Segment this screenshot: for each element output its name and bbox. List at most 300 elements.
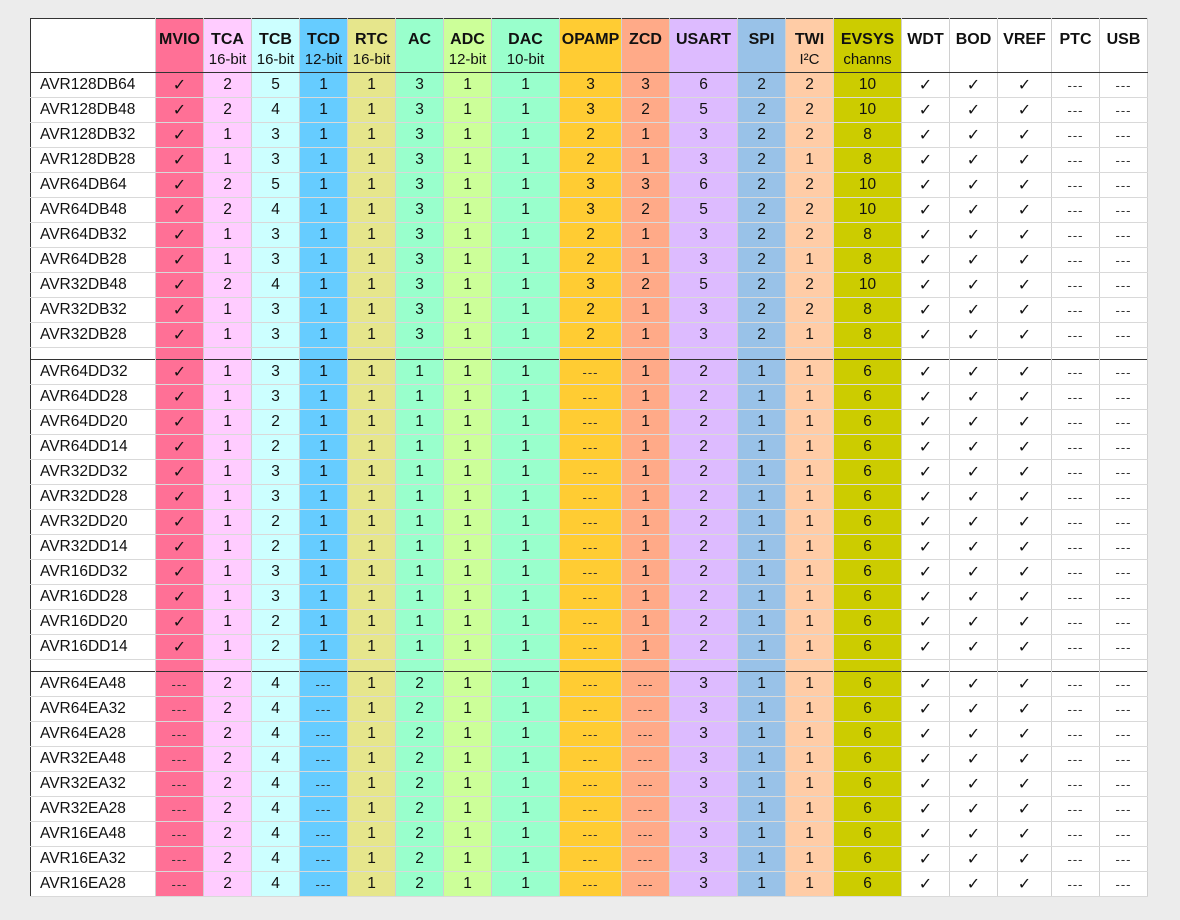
table-row — [31, 872, 1148, 897]
cell-tcd: 1 — [300, 323, 348, 348]
spacer-cell — [560, 660, 622, 672]
table-wrapper — [30, 18, 1148, 897]
cell-opamp: --- — [560, 872, 622, 897]
cell-adc: 1 — [444, 797, 492, 822]
cell-bod: ✓ — [950, 198, 998, 223]
cell-wdt: ✓ — [902, 148, 950, 173]
cell-spi: 1 — [738, 360, 786, 385]
cell-evsys: 8 — [834, 123, 902, 148]
cell-vref: ✓ — [998, 298, 1052, 323]
cell-wdt: ✓ — [902, 360, 950, 385]
cell-evsys: 10 — [834, 173, 902, 198]
device-name-cell: AVR128DB64 — [31, 73, 156, 98]
cell-evsys: 10 — [834, 273, 902, 298]
cell-adc: 1 — [444, 198, 492, 223]
cell-dac: 1 — [492, 872, 560, 897]
cell-opamp: --- — [560, 560, 622, 585]
device-name-cell: AVR64EA32 — [31, 697, 156, 722]
cell-opamp: --- — [560, 797, 622, 822]
column-header-opamp — [560, 19, 622, 73]
cell-mvio: --- — [156, 672, 204, 697]
cell-tcb: 3 — [252, 323, 300, 348]
cell-adc: 1 — [444, 73, 492, 98]
cell-dac: 1 — [492, 697, 560, 722]
cell-rtc: 1 — [348, 510, 396, 535]
cell-bod: ✓ — [950, 722, 998, 747]
cell-tca: 2 — [204, 847, 252, 872]
cell-adc: 1 — [444, 610, 492, 635]
cell-zcd: 3 — [622, 173, 670, 198]
cell-usart: 3 — [670, 847, 738, 872]
spacer-cell — [950, 660, 998, 672]
cell-tcb: 4 — [252, 747, 300, 772]
cell-ptc: --- — [1052, 98, 1100, 123]
cell-spi: 2 — [738, 98, 786, 123]
table-row — [31, 635, 1148, 660]
spacer-cell — [300, 348, 348, 360]
cell-ac: 2 — [396, 697, 444, 722]
cell-zcd: --- — [622, 697, 670, 722]
table-row — [31, 822, 1148, 847]
cell-tcb: 3 — [252, 385, 300, 410]
cell-adc: 1 — [444, 672, 492, 697]
column-title: TWI — [794, 31, 825, 48]
device-name-cell: AVR64EA28 — [31, 722, 156, 747]
cell-twi: 1 — [786, 747, 834, 772]
spacer-cell — [252, 660, 300, 672]
column-title: TCD — [307, 31, 340, 48]
cell-tca: 1 — [204, 585, 252, 610]
cell-ptc: --- — [1052, 298, 1100, 323]
cell-tcd: 1 — [300, 460, 348, 485]
cell-twi: 1 — [786, 485, 834, 510]
cell-opamp: 2 — [560, 323, 622, 348]
cell-opamp: 2 — [560, 148, 622, 173]
device-name-cell: AVR32DD20 — [31, 510, 156, 535]
cell-spi: 2 — [738, 248, 786, 273]
spacer-cell — [998, 348, 1052, 360]
spacer-cell — [738, 660, 786, 672]
cell-wdt: ✓ — [902, 822, 950, 847]
column-header-ptc — [1052, 19, 1100, 73]
cell-opamp: --- — [560, 747, 622, 772]
cell-tcd: --- — [300, 772, 348, 797]
cell-vref: ✓ — [998, 560, 1052, 585]
cell-evsys: 6 — [834, 435, 902, 460]
cell-tca: 1 — [204, 535, 252, 560]
cell-wdt: ✓ — [902, 772, 950, 797]
cell-mvio: ✓ — [156, 560, 204, 585]
cell-tca: 2 — [204, 697, 252, 722]
cell-rtc: 1 — [348, 298, 396, 323]
cell-adc: 1 — [444, 323, 492, 348]
cell-usb: --- — [1100, 123, 1148, 148]
cell-usb: --- — [1100, 173, 1148, 198]
cell-tcb: 3 — [252, 360, 300, 385]
cell-ptc: --- — [1052, 248, 1100, 273]
column-header-tca — [204, 19, 252, 73]
cell-bod: ✓ — [950, 697, 998, 722]
cell-usb: --- — [1100, 360, 1148, 385]
cell-evsys: 6 — [834, 797, 902, 822]
cell-evsys: 6 — [834, 672, 902, 697]
cell-zcd: --- — [622, 772, 670, 797]
cell-tcb: 4 — [252, 847, 300, 872]
cell-dac: 1 — [492, 635, 560, 660]
cell-adc: 1 — [444, 98, 492, 123]
cell-wdt: ✓ — [902, 872, 950, 897]
cell-evsys: 6 — [834, 510, 902, 535]
cell-evsys: 6 — [834, 722, 902, 747]
cell-bod: ✓ — [950, 510, 998, 535]
cell-dac: 1 — [492, 460, 560, 485]
cell-twi: 1 — [786, 672, 834, 697]
cell-wdt: ✓ — [902, 98, 950, 123]
device-name-cell: AVR32DB28 — [31, 323, 156, 348]
cell-vref: ✓ — [998, 385, 1052, 410]
cell-dac: 1 — [492, 610, 560, 635]
spacer-cell — [252, 348, 300, 360]
table-row — [31, 560, 1148, 585]
cell-usb: --- — [1100, 73, 1148, 98]
cell-usb: --- — [1100, 772, 1148, 797]
cell-zcd: 1 — [622, 248, 670, 273]
cell-zcd: 1 — [622, 510, 670, 535]
cell-zcd: 1 — [622, 435, 670, 460]
cell-mvio: ✓ — [156, 148, 204, 173]
cell-spi: 2 — [738, 173, 786, 198]
cell-dac: 1 — [492, 123, 560, 148]
cell-tcd: 1 — [300, 360, 348, 385]
cell-vref: ✓ — [998, 610, 1052, 635]
cell-adc: 1 — [444, 722, 492, 747]
column-header-adc — [444, 19, 492, 73]
cell-tca: 2 — [204, 797, 252, 822]
cell-rtc: 1 — [348, 198, 396, 223]
cell-ac: 3 — [396, 73, 444, 98]
cell-tcb: 3 — [252, 148, 300, 173]
cell-vref: ✓ — [998, 73, 1052, 98]
cell-ac: 1 — [396, 360, 444, 385]
cell-vref: ✓ — [998, 510, 1052, 535]
cell-bod: ✓ — [950, 323, 998, 348]
cell-ptc: --- — [1052, 722, 1100, 747]
cell-vref: ✓ — [998, 273, 1052, 298]
column-header-vref — [998, 19, 1052, 73]
cell-twi: 1 — [786, 323, 834, 348]
spacer-cell — [902, 348, 950, 360]
table-row — [31, 435, 1148, 460]
cell-ptc: --- — [1052, 697, 1100, 722]
cell-twi: 2 — [786, 198, 834, 223]
cell-usb: --- — [1100, 722, 1148, 747]
spacer-cell — [492, 348, 560, 360]
table-body — [31, 73, 1148, 897]
cell-tcb: 4 — [252, 797, 300, 822]
cell-tca: 1 — [204, 435, 252, 460]
cell-tca: 1 — [204, 223, 252, 248]
cell-bod: ✓ — [950, 73, 998, 98]
cell-spi: 1 — [738, 460, 786, 485]
cell-mvio: ✓ — [156, 123, 204, 148]
cell-twi: 1 — [786, 510, 834, 535]
cell-mvio: --- — [156, 797, 204, 822]
cell-vref: ✓ — [998, 797, 1052, 822]
column-header-rtc — [348, 19, 396, 73]
table-row — [31, 460, 1148, 485]
cell-twi: 1 — [786, 697, 834, 722]
cell-mvio: ✓ — [156, 73, 204, 98]
cell-mvio: --- — [156, 822, 204, 847]
cell-ptc: --- — [1052, 560, 1100, 585]
column-header-mvio — [156, 19, 204, 73]
cell-tcd: --- — [300, 847, 348, 872]
cell-evsys: 6 — [834, 410, 902, 435]
cell-tcb: 4 — [252, 273, 300, 298]
cell-zcd: 1 — [622, 385, 670, 410]
cell-opamp: 2 — [560, 248, 622, 273]
column-title: DAC — [508, 31, 543, 48]
table-row — [31, 610, 1148, 635]
cell-tcb: 5 — [252, 73, 300, 98]
cell-tcb: 4 — [252, 872, 300, 897]
cell-adc: 1 — [444, 635, 492, 660]
cell-ptc: --- — [1052, 198, 1100, 223]
cell-usart: 3 — [670, 248, 738, 273]
cell-mvio: ✓ — [156, 223, 204, 248]
table-row — [31, 273, 1148, 298]
cell-opamp: 3 — [560, 273, 622, 298]
cell-evsys: 10 — [834, 198, 902, 223]
cell-twi: 1 — [786, 822, 834, 847]
cell-ptc: --- — [1052, 822, 1100, 847]
column-header-zcd — [622, 19, 670, 73]
cell-vref: ✓ — [998, 173, 1052, 198]
column-header-tcb — [252, 19, 300, 73]
column-title: BOD — [955, 31, 992, 48]
cell-evsys: 6 — [834, 360, 902, 385]
cell-rtc: 1 — [348, 772, 396, 797]
cell-ac: 2 — [396, 747, 444, 772]
cell-ptc: --- — [1052, 460, 1100, 485]
cell-ac: 2 — [396, 672, 444, 697]
cell-rtc: 1 — [348, 560, 396, 585]
cell-usb: --- — [1100, 485, 1148, 510]
table-row — [31, 385, 1148, 410]
cell-adc: 1 — [444, 223, 492, 248]
cell-opamp: 3 — [560, 173, 622, 198]
device-name-cell: AVR64DB64 — [31, 173, 156, 198]
cell-rtc: 1 — [348, 248, 396, 273]
cell-evsys: 6 — [834, 460, 902, 485]
cell-zcd: --- — [622, 722, 670, 747]
cell-tcd: 1 — [300, 410, 348, 435]
cell-tca: 1 — [204, 148, 252, 173]
cell-zcd: --- — [622, 872, 670, 897]
cell-usart: 3 — [670, 697, 738, 722]
cell-wdt: ✓ — [902, 510, 950, 535]
cell-tcd: --- — [300, 797, 348, 822]
cell-adc: 1 — [444, 697, 492, 722]
cell-mvio: ✓ — [156, 173, 204, 198]
cell-evsys: 6 — [834, 535, 902, 560]
device-name-cell: AVR16DD28 — [31, 585, 156, 610]
cell-adc: 1 — [444, 298, 492, 323]
cell-tcb: 4 — [252, 772, 300, 797]
spacer-cell — [300, 660, 348, 672]
device-name-cell: AVR64EA48 — [31, 672, 156, 697]
cell-tcb: 3 — [252, 560, 300, 585]
cell-evsys: 6 — [834, 485, 902, 510]
cell-tcb: 3 — [252, 485, 300, 510]
cell-tcd: 1 — [300, 510, 348, 535]
cell-ac: 3 — [396, 248, 444, 273]
cell-ac: 1 — [396, 460, 444, 485]
spacer-cell — [396, 348, 444, 360]
cell-adc: 1 — [444, 772, 492, 797]
cell-tcd: 1 — [300, 535, 348, 560]
cell-dac: 1 — [492, 198, 560, 223]
column-title: PTC — [1059, 31, 1092, 48]
cell-tcd: --- — [300, 822, 348, 847]
cell-wdt: ✓ — [902, 722, 950, 747]
cell-ac: 1 — [396, 585, 444, 610]
table-row — [31, 98, 1148, 123]
cell-zcd: 1 — [622, 635, 670, 660]
cell-tcb: 4 — [252, 198, 300, 223]
spacer-cell — [786, 348, 834, 360]
column-subtitle: 16-bit — [256, 51, 295, 68]
cell-rtc: 1 — [348, 485, 396, 510]
cell-rtc: 1 — [348, 585, 396, 610]
cell-tcd: 1 — [300, 610, 348, 635]
device-name-cell: AVR16EA28 — [31, 872, 156, 897]
cell-twi: 2 — [786, 273, 834, 298]
cell-bod: ✓ — [950, 435, 998, 460]
cell-vref: ✓ — [998, 148, 1052, 173]
cell-tcd: --- — [300, 747, 348, 772]
cell-spi: 1 — [738, 697, 786, 722]
cell-usb: --- — [1100, 510, 1148, 535]
cell-opamp: 2 — [560, 223, 622, 248]
cell-usart: 5 — [670, 198, 738, 223]
cell-mvio: --- — [156, 772, 204, 797]
column-header-evsys — [834, 19, 902, 73]
cell-tca: 1 — [204, 123, 252, 148]
cell-wdt: ✓ — [902, 560, 950, 585]
cell-tca: 1 — [204, 248, 252, 273]
cell-rtc: 1 — [348, 173, 396, 198]
cell-evsys: 6 — [834, 385, 902, 410]
cell-zcd: 2 — [622, 98, 670, 123]
cell-twi: 1 — [786, 722, 834, 747]
device-name-cell: AVR32EA28 — [31, 797, 156, 822]
device-name-cell: AVR32DD32 — [31, 460, 156, 485]
cell-usb: --- — [1100, 223, 1148, 248]
cell-wdt: ✓ — [902, 248, 950, 273]
cell-zcd: 1 — [622, 323, 670, 348]
device-name-cell: AVR64DD32 — [31, 360, 156, 385]
cell-ac: 1 — [396, 535, 444, 560]
cell-rtc: 1 — [348, 460, 396, 485]
cell-bod: ✓ — [950, 560, 998, 585]
table-row — [31, 148, 1148, 173]
cell-ptc: --- — [1052, 872, 1100, 897]
cell-dac: 1 — [492, 98, 560, 123]
cell-tcd: 1 — [300, 123, 348, 148]
cell-vref: ✓ — [998, 123, 1052, 148]
device-name-cell: AVR64DB48 — [31, 198, 156, 223]
cell-wdt: ✓ — [902, 610, 950, 635]
spacer-cell — [834, 348, 902, 360]
cell-adc: 1 — [444, 385, 492, 410]
cell-tca: 1 — [204, 635, 252, 660]
spacer-cell — [444, 348, 492, 360]
cell-wdt: ✓ — [902, 435, 950, 460]
cell-adc: 1 — [444, 123, 492, 148]
cell-zcd: --- — [622, 822, 670, 847]
cell-usart: 3 — [670, 872, 738, 897]
cell-rtc: 1 — [348, 410, 396, 435]
cell-tca: 2 — [204, 173, 252, 198]
cell-opamp: --- — [560, 485, 622, 510]
cell-vref: ✓ — [998, 410, 1052, 435]
cell-mvio: --- — [156, 872, 204, 897]
cell-usart: 2 — [670, 610, 738, 635]
cell-spi: 1 — [738, 772, 786, 797]
cell-vref: ✓ — [998, 198, 1052, 223]
cell-wdt: ✓ — [902, 73, 950, 98]
table-row — [31, 847, 1148, 872]
cell-bod: ✓ — [950, 123, 998, 148]
cell-evsys: 6 — [834, 560, 902, 585]
cell-usart: 2 — [670, 585, 738, 610]
cell-tcb: 3 — [252, 123, 300, 148]
cell-bod: ✓ — [950, 360, 998, 385]
cell-tcd: 1 — [300, 635, 348, 660]
cell-mvio: ✓ — [156, 635, 204, 660]
cell-rtc: 1 — [348, 872, 396, 897]
cell-opamp: --- — [560, 535, 622, 560]
cell-tcb: 4 — [252, 722, 300, 747]
cell-dac: 1 — [492, 510, 560, 535]
column-title: EVSYS — [840, 31, 895, 48]
table-row — [31, 585, 1148, 610]
cell-vref: ✓ — [998, 535, 1052, 560]
cell-usb: --- — [1100, 872, 1148, 897]
cell-usb: --- — [1100, 385, 1148, 410]
cell-tca: 1 — [204, 323, 252, 348]
cell-usb: --- — [1100, 822, 1148, 847]
column-subtitle: 16-bit — [352, 51, 391, 68]
cell-twi: 2 — [786, 173, 834, 198]
cell-usart: 2 — [670, 360, 738, 385]
cell-usart: 3 — [670, 123, 738, 148]
cell-adc: 1 — [444, 822, 492, 847]
cell-mvio: ✓ — [156, 273, 204, 298]
cell-usb: --- — [1100, 610, 1148, 635]
cell-usart: 3 — [670, 148, 738, 173]
cell-rtc: 1 — [348, 385, 396, 410]
cell-tca: 2 — [204, 822, 252, 847]
cell-zcd: 1 — [622, 610, 670, 635]
column-header-twi — [786, 19, 834, 73]
cell-usart: 2 — [670, 560, 738, 585]
cell-vref: ✓ — [998, 697, 1052, 722]
spacer-cell — [348, 660, 396, 672]
cell-rtc: 1 — [348, 73, 396, 98]
cell-evsys: 6 — [834, 610, 902, 635]
